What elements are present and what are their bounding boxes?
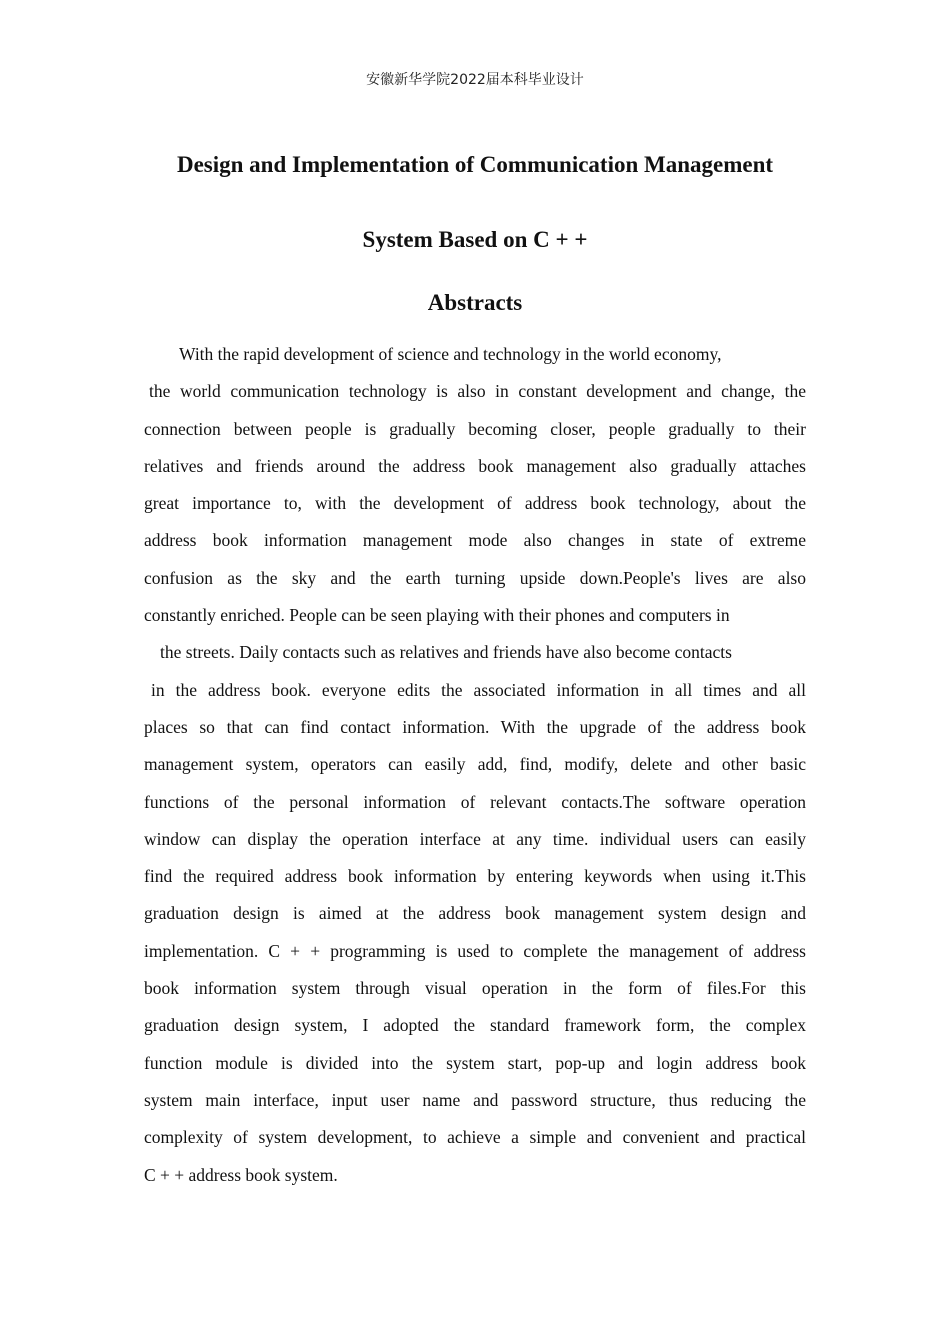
abstract-line: With the rapid development of science and technology in the world economy, [179, 344, 722, 364]
abstract-line: the streets. Daily contacts such as relatives and friends have also become contacts [160, 642, 732, 663]
abstract-line: complexity of system development, to achieve a simple and convenient and practical [144, 1127, 806, 1148]
abstract-line: confusion as the sky and the earth turning upside down.People's lives are also [144, 567, 806, 588]
abstract-body [144, 342, 806, 1200]
abstract-line: book information system through visual operation in the form of files.For this [144, 978, 806, 999]
abstract-line: find the required address book information by entering keywords when using it.This [144, 866, 806, 887]
abstract-line: system main interface, input user name and password structure, thus reducing the [144, 1089, 806, 1110]
abstract-line: address book information management mode also changes in state of extreme [144, 530, 806, 551]
abstract-line: function module is divided into the system start, pop-up and login address book [144, 1052, 806, 1073]
page-header: 安徽新华学院2022届本科毕业设计 [366, 72, 584, 88]
abstract-line: graduation design system, I adopted the standard framework form, the complex [144, 1015, 806, 1036]
abstract-line: the world communication technology is also in constant development and change, the [149, 381, 806, 402]
abstract-line: implementation. C + + programming is used to complete the management of address [144, 940, 806, 961]
abstract-line: window can display the operation interface at any time. individual users can easily [144, 828, 806, 849]
abstract-line: places so that can find contact information. With the upgrade of the address book [144, 716, 806, 737]
abstract-line: management system, operators can easily add, find, modify, delete and other basic [144, 754, 806, 775]
thesis-title-line-1: Design and Implementation of Communication Management [176, 152, 774, 177]
abstract-line: in the address book. everyone edits the associated information in all times and all [151, 679, 806, 700]
abstract-line: graduation design is aimed at the address book management system design and [144, 903, 806, 924]
abstract-heading: Abstracts [427, 290, 523, 315]
abstract-line: constantly enriched. People can be seen playing with their phones and computers in [144, 605, 730, 626]
abstract-line: functions of the personal information of relevant contacts.The software operation [144, 791, 806, 812]
abstract-line: great importance to, with the development of address book technology, about the [144, 493, 806, 514]
thesis-title-line-2: System Based on C + + [362, 227, 588, 252]
abstract-line: connection between people is gradually becoming closer, people gradually to their [144, 418, 806, 439]
abstract-line: relatives and friends around the address book management also gradually attaches [144, 455, 806, 476]
abstract-line: C + + address book system. [144, 1164, 338, 1185]
